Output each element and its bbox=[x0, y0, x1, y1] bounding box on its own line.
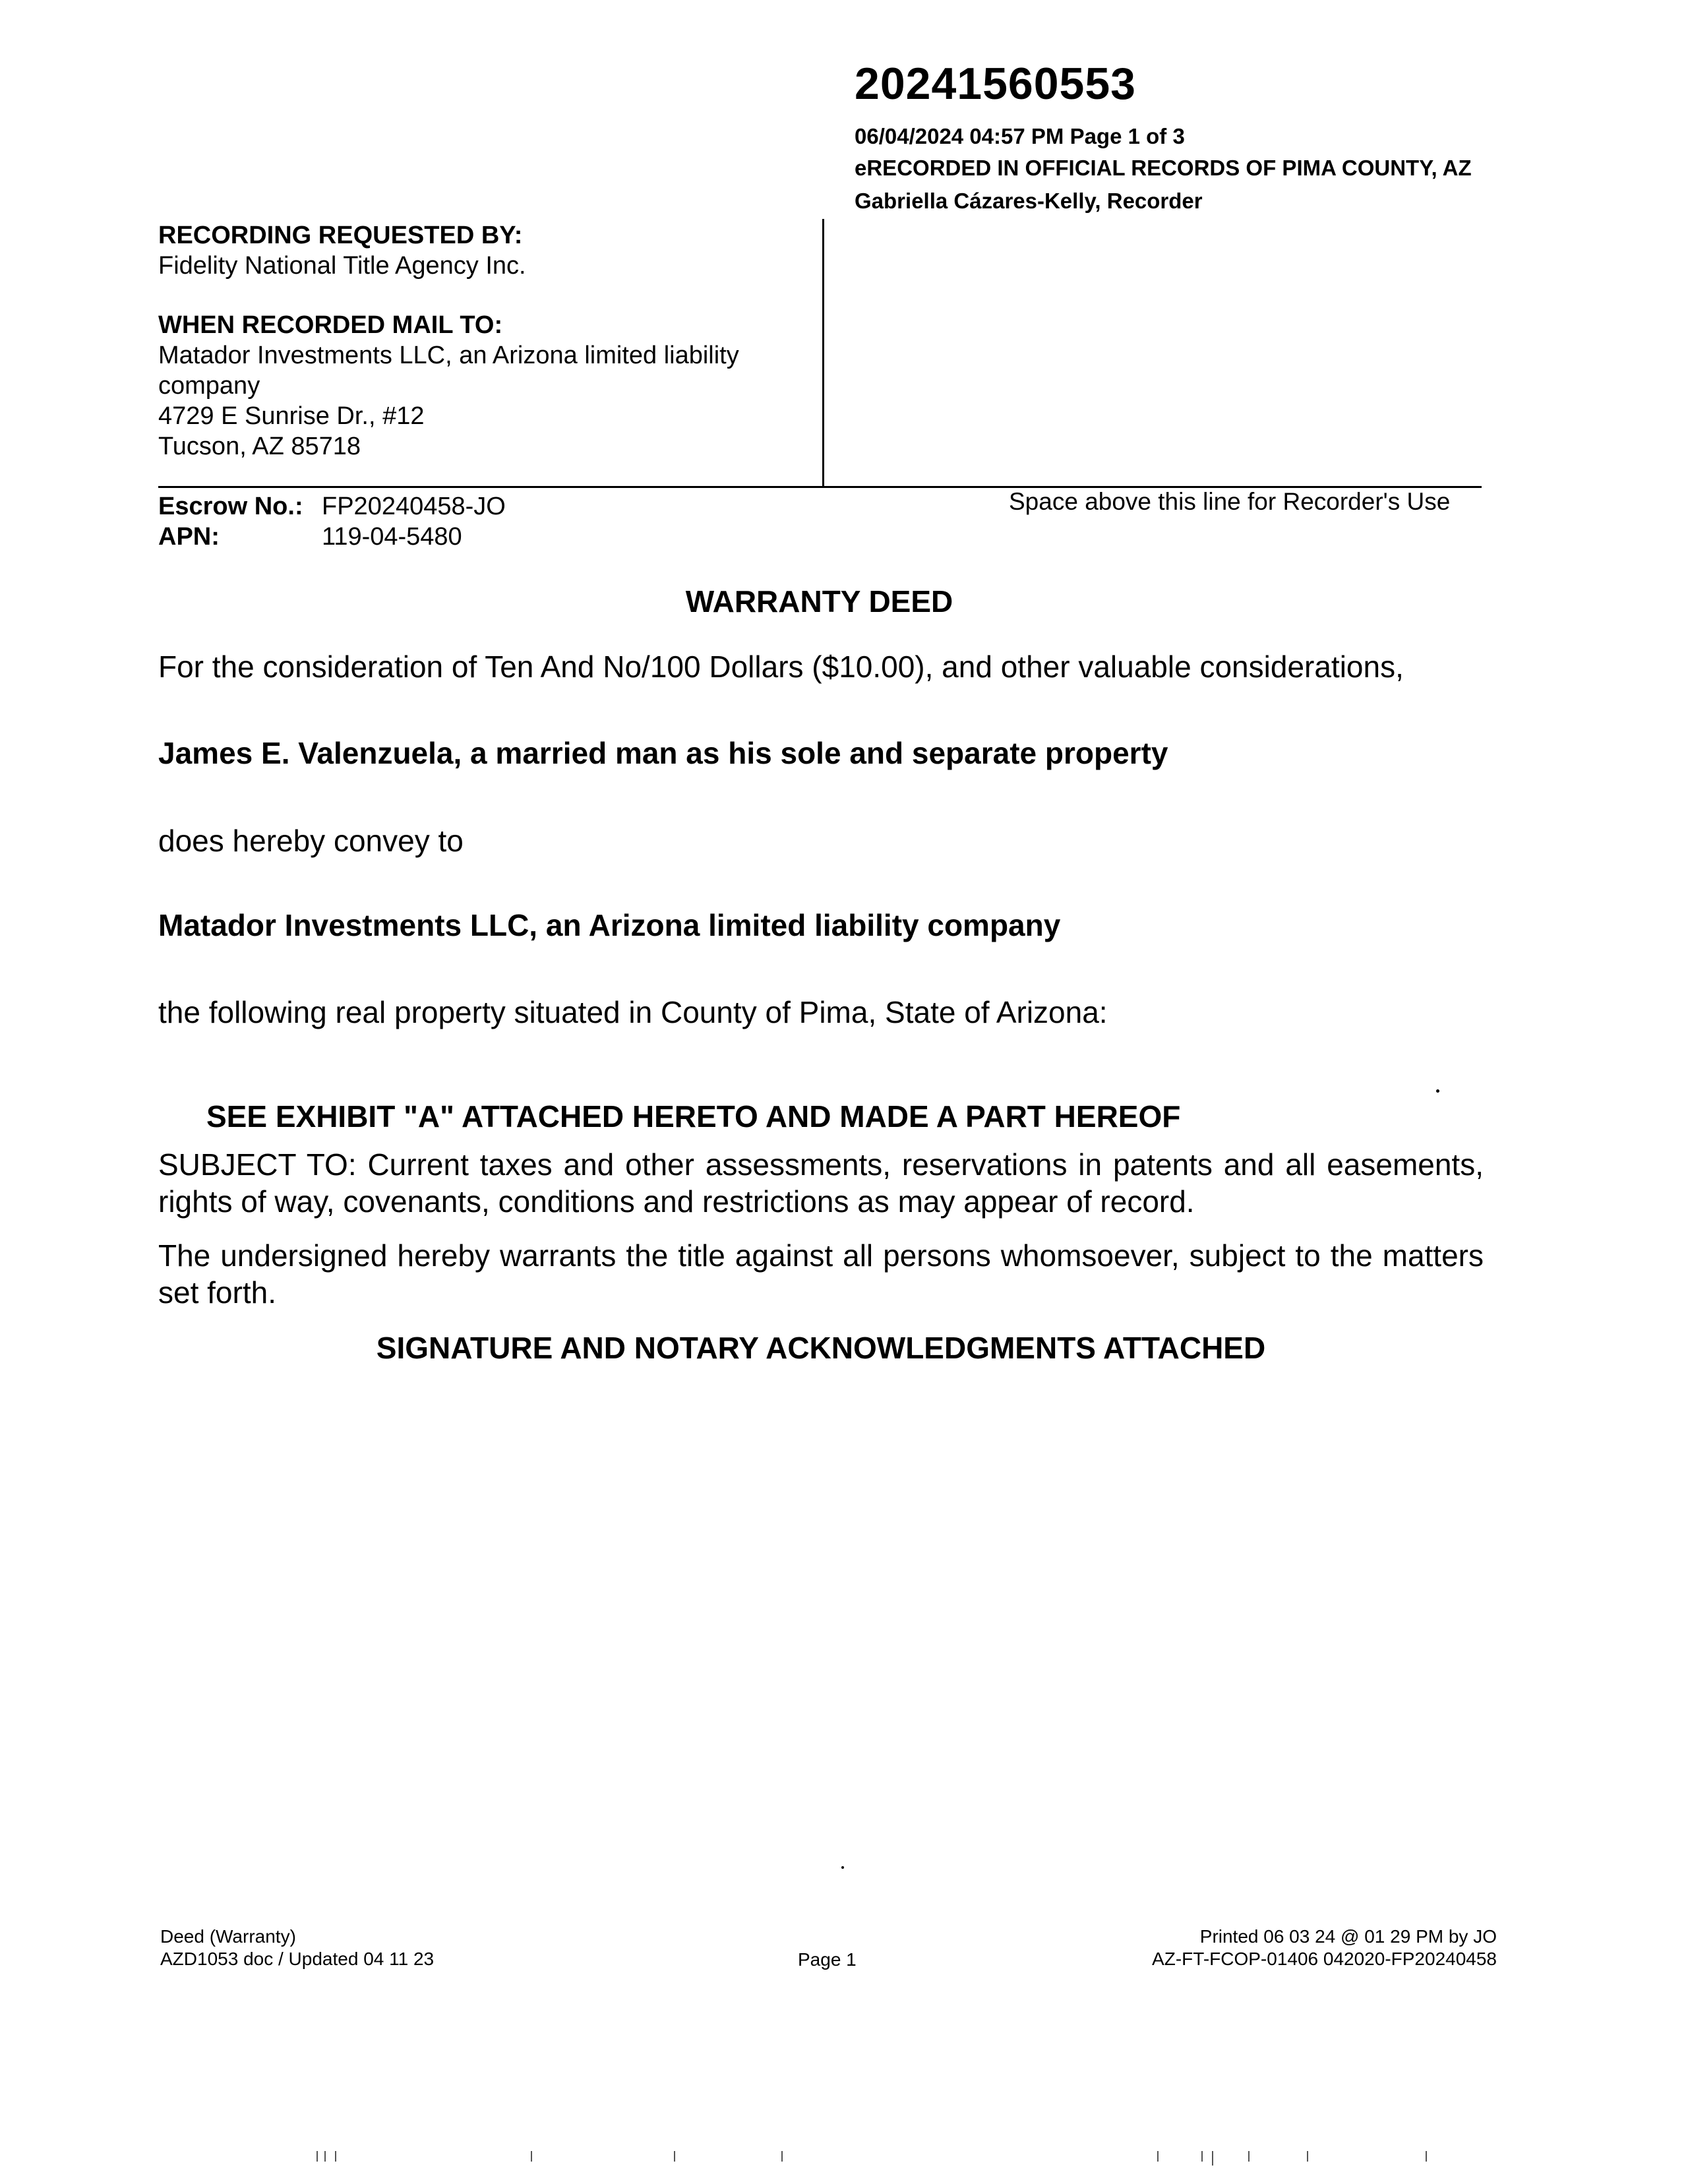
scan-tick bbox=[316, 2151, 318, 2162]
recorder-space-note: Space above this line for Recorder's Use bbox=[1009, 488, 1451, 515]
footer-left bbox=[160, 1926, 434, 1970]
escrow-block bbox=[158, 491, 506, 552]
escrow-number: FP20240458-JO bbox=[322, 493, 506, 520]
footer-right bbox=[1147, 1926, 1497, 1970]
requested-by-name: Fidelity National Title Agency Inc. bbox=[158, 252, 526, 280]
requested-by-label: RECORDING REQUESTED BY: bbox=[158, 222, 523, 249]
scan-tick bbox=[1157, 2151, 1159, 2162]
signature-notice: SIGNATURE AND NOTARY ACKNOWLEDGMENTS ATTACHED bbox=[376, 1331, 1266, 1365]
subject-to-paragraph: SUBJECT TO: Current taxes and other assessments, reservations in patents and all easements, rights of way, covenants, conditions and restrictions as may appear of record. bbox=[158, 1147, 1484, 1219]
speck-mark bbox=[841, 1866, 844, 1869]
footer-page-number: Page 1 bbox=[798, 1949, 857, 1970]
scan-tick bbox=[1426, 2151, 1427, 2162]
footer-file-ref: AZ-FT-FCOP-01406 042020-FP20240458 bbox=[1152, 1949, 1497, 1969]
mail-to-line1: Matador Investments LLC, an Arizona limited liability bbox=[158, 342, 739, 369]
scan-tick bbox=[781, 2151, 783, 2162]
mail-to-city: Tucson, AZ 85718 bbox=[158, 433, 361, 460]
mail-to-address: 4729 E Sunrise Dr., #12 bbox=[158, 402, 425, 430]
apn-label: APN: bbox=[158, 523, 220, 551]
footer-doc-type: Deed (Warranty) bbox=[160, 1926, 296, 1947]
apn-number: 119-04-5480 bbox=[322, 523, 462, 551]
scan-tick bbox=[1248, 2151, 1250, 2162]
scan-tick bbox=[324, 2151, 326, 2162]
grantee: Matador Investments LLC, an Arizona limited liability company bbox=[158, 908, 1061, 942]
convey-text: does hereby convey to bbox=[158, 824, 464, 858]
recorder-box-divider bbox=[822, 219, 824, 486]
consideration-text: For the consideration of Ten And No/100 Dollars ($10.00), and other valuable considerations, bbox=[158, 650, 1404, 684]
recording-datetime-page: 06/04/2024 04:57 PM Page 1 of 3 bbox=[855, 124, 1185, 148]
scan-tick bbox=[1212, 2151, 1213, 2166]
recording-number: 20241560553 bbox=[855, 59, 1137, 109]
exhibit-reference: SEE EXHIBIT "A" ATTACHED HERETO AND MADE A PART HEREOF bbox=[206, 1099, 1181, 1134]
scan-tick bbox=[1307, 2151, 1308, 2162]
footer-printed: Printed 06 03 24 @ 01 29 PM by JO bbox=[1199, 1926, 1497, 1947]
scan-tick bbox=[335, 2151, 336, 2162]
mail-to-label: WHEN RECORDED MAIL TO: bbox=[158, 311, 503, 339]
scan-tick bbox=[1201, 2151, 1203, 2162]
escrow-label: Escrow No.: bbox=[158, 493, 303, 520]
property-location-text: the following real property situated in County of Pima, State of Arizona: bbox=[158, 995, 1108, 1029]
recording-office: eRECORDED IN OFFICIAL RECORDS OF PIMA COUNTY, AZ bbox=[855, 156, 1472, 180]
speck-mark bbox=[1436, 1089, 1439, 1093]
recorder-name: Gabriella Cázares-Kelly, Recorder bbox=[855, 189, 1203, 213]
scan-tick bbox=[674, 2151, 675, 2162]
grantor: James E. Valenzuela, a married man as his sole and separate property bbox=[158, 736, 1168, 770]
document-title: WARRANTY DEED bbox=[685, 584, 953, 619]
scan-tick bbox=[531, 2151, 532, 2162]
footer-form-id: AZD1053 doc / Updated 04 11 23 bbox=[160, 1949, 435, 1969]
warranty-paragraph: The undersigned hereby warrants the title against all persons whomsoever, subject to the matters set forth. bbox=[158, 1238, 1484, 1310]
mail-to-line2: company bbox=[158, 372, 260, 400]
header-bottom-line bbox=[158, 486, 824, 488]
